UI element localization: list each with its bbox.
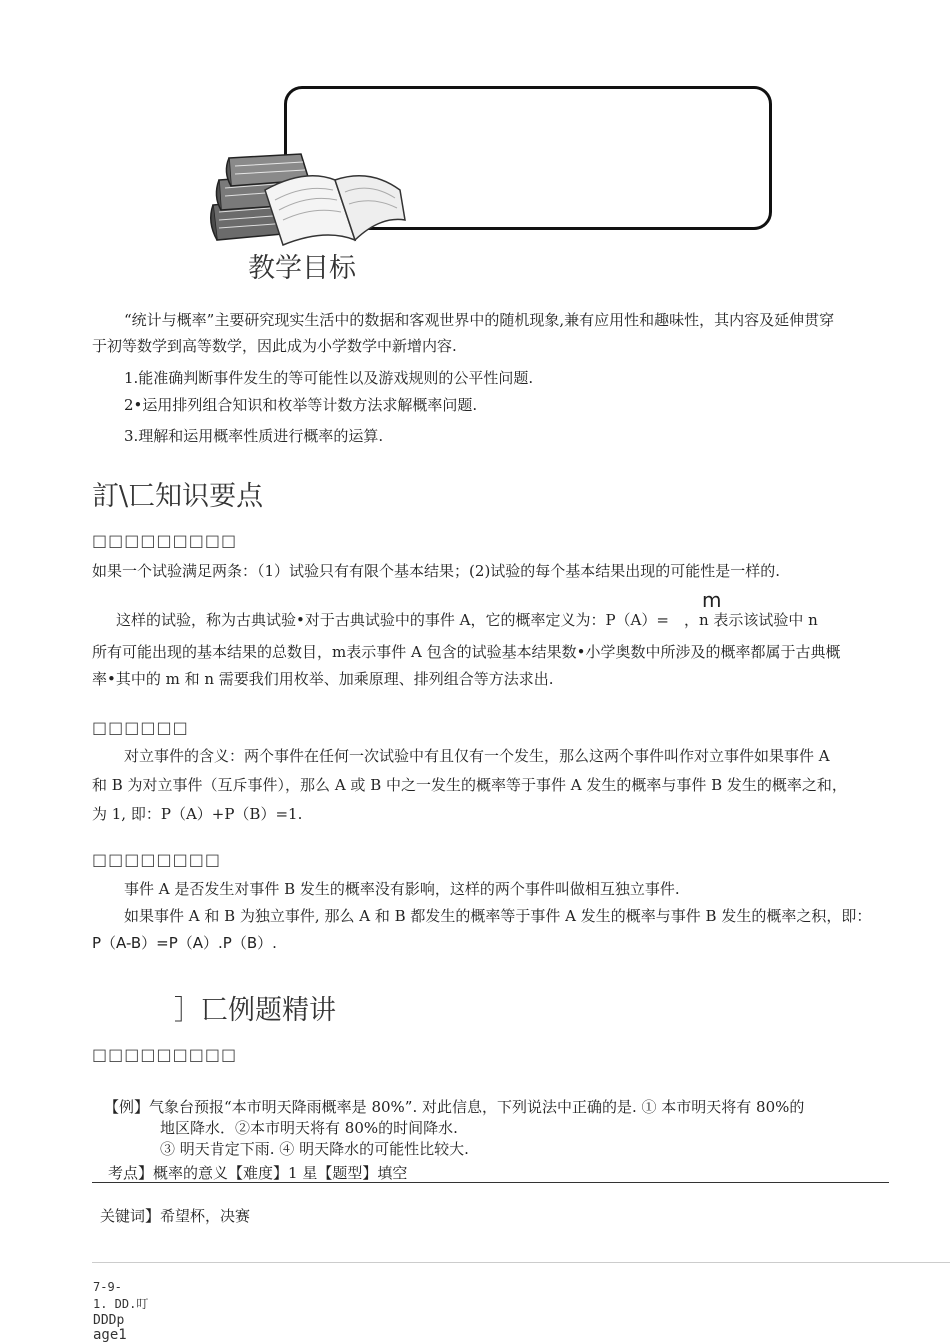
subheading-opposite: □□□□□□ xyxy=(92,718,189,737)
footer-line: 7-9- xyxy=(93,1280,122,1294)
classical-line-4: 率•其中的 m 和 n 需要我们用枚举、加乘原理、排列组合等方法求出. xyxy=(92,670,554,688)
opposite-line-2: 和 B 为对立事件（互斥事件），那么 A 或 B 中之一发生的概率等于事件 A 发生的概率与事件 B 发生的概率之和， xyxy=(92,776,847,794)
footer-line: age1 xyxy=(93,1327,127,1343)
intro-line-2: 于初等数学到高等数学，因此成为小学数学中新增内容. xyxy=(92,337,457,355)
goal-item-2: 2•运用排列组合知识和枚举等计数方法求解概率问题. xyxy=(124,396,478,414)
footer-line: DDDp xyxy=(93,1313,125,1328)
example-line-2: 地区降水．②本市明天将有 80%的时间降水. xyxy=(160,1119,458,1137)
independent-line-1: 事件 A 是否发生对事件 B 发生的概率没有影响，这样的两个事件叫做相互独立事件. xyxy=(124,880,680,898)
section-title-examples: ］匸例题精讲 xyxy=(174,995,336,1026)
independent-line-2: 如果事件 A 和 B 为独立事件, 那么 A 和 B 都发生的概率等于事件 A 发生的概率与事件 B 发生的概率之积，即： xyxy=(124,907,872,925)
formula-m: m xyxy=(702,588,722,612)
opposite-line-3: 为 1, 即：P（A）+P（B）=1. xyxy=(92,805,303,823)
goal-item-3: 3.理解和运用概率性质进行概率的运算. xyxy=(124,427,384,445)
opposite-line-1: 对立事件的含义：两个事件在任何一次试验中有且仅有一个发生，那么这两个事件叫作对立事件如果事件 A xyxy=(124,747,830,765)
footer-divider xyxy=(92,1262,950,1263)
page-footer xyxy=(93,1280,148,1342)
intro-line-1: “统计与概率”主要研究现实生活中的数据和客观世界中的随机现象,兼有应用性和趣味性，其内容及延伸贯穿 xyxy=(124,311,835,329)
independent-line-3: P（A-B）=P（A）.P（B）. xyxy=(92,934,277,952)
classical-line-3: 所有可能出现的基本结果的总数目，m表示事件 A 包含的试验基本结果数•小学奥数中所涉及的概率都属于古典概 xyxy=(92,643,841,661)
example-keywords: 关键词】希望杯，决赛 xyxy=(100,1207,251,1225)
footer-line: 1. DD.叮 xyxy=(93,1297,149,1311)
meta-divider xyxy=(92,1182,889,1183)
classical-line-2: 这样的试验，称为古典试验•对于古典试验中的事件 A，它的概率定义为：P（A）= ，n 表示该试验中 n xyxy=(116,611,818,629)
goal-item-1: 1.能准确判断事件发生的等可能性以及游戏规则的公平性问题. xyxy=(124,369,534,387)
section-title-knowledge: 訂\匸知识要点 xyxy=(92,481,264,512)
book-stack-icon xyxy=(205,150,415,250)
subheading-example: □□□□□□□□□ xyxy=(92,1045,238,1064)
subheading-classical: □□□□□□□□□ xyxy=(92,531,238,550)
example-line-3: ③ 明天肯定下雨. ④ 明天降水的可能性比较大. xyxy=(160,1140,469,1158)
section-title-teaching-goals: 教学目标 xyxy=(248,253,356,284)
subheading-independent: □□□□□□□□ xyxy=(92,850,221,869)
example-meta: 考点】概率的意义【难度】1 星【题型】填空 xyxy=(108,1164,408,1182)
example-line-1: 【例】气象台预报“本市明天降雨概率是 80%”. 对此信息，下列说法中正确的是. ① 本市明天将有 80%的 xyxy=(104,1098,805,1116)
classical-line-1: 如果一个试验满足两条：（1）试验只有有限个基本结果；(2)试验的每个基本结果出现的可能性是一样的. xyxy=(92,562,781,580)
